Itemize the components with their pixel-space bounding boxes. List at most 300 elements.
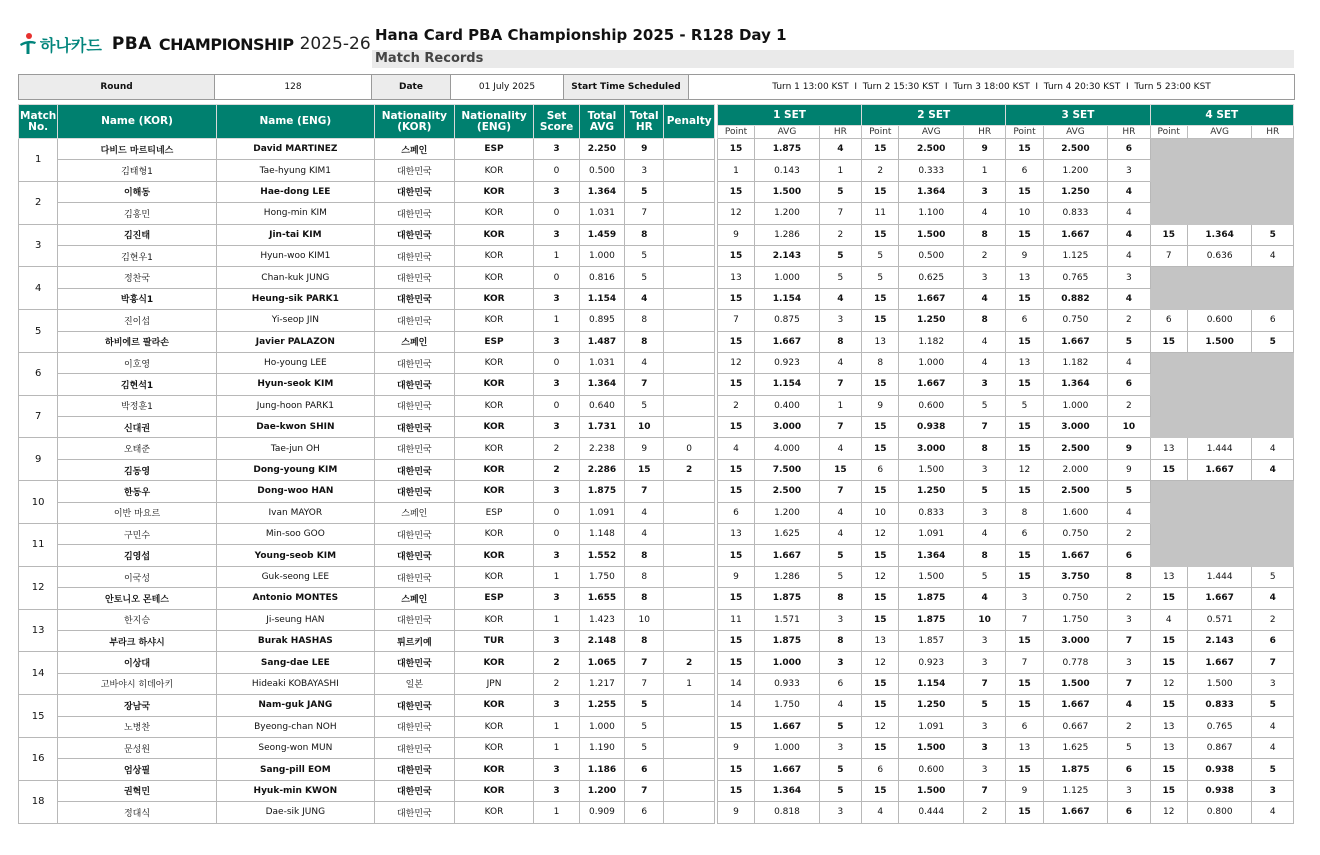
- set-2-point: 12: [862, 716, 899, 737]
- player-name-eng: Hong-min KIM: [216, 203, 374, 224]
- set-4-point: 12: [1150, 673, 1187, 694]
- player-penalty: [664, 203, 714, 224]
- set-2-point: 6: [862, 459, 899, 480]
- player-total-avg: 1.148: [579, 524, 624, 545]
- set-3-point: 15: [1006, 331, 1043, 352]
- set-1-hr: 4: [819, 524, 861, 545]
- player-nationality-kor: 대한민국: [375, 524, 455, 545]
- set-2-avg: 0.600: [899, 759, 964, 780]
- set-3-hr: 5: [1108, 737, 1150, 758]
- player-total-avg: 1.459: [579, 224, 624, 245]
- set-1-avg: 2.143: [755, 245, 820, 266]
- player-set-score: 1: [534, 716, 579, 737]
- set-4-avg: 1.444: [1187, 566, 1252, 587]
- table-row: [19, 331, 1294, 352]
- table-row: [19, 352, 1294, 373]
- set-4-avg: 0.833: [1187, 695, 1252, 716]
- set-2-hr: 5: [963, 481, 1005, 502]
- player-nationality-kor: 대한민국: [375, 695, 455, 716]
- set-3-hr: 4: [1108, 288, 1150, 309]
- player-penalty: [664, 160, 714, 181]
- set-1-hr: 1: [819, 160, 861, 181]
- set-3-avg: 1.125: [1043, 780, 1108, 801]
- set-3-point: 13: [1006, 352, 1043, 373]
- set-1-hr: 15: [819, 459, 861, 480]
- set-2-point: 15: [862, 481, 899, 502]
- match-number: 3: [19, 224, 58, 267]
- set-3-hr: 8: [1108, 566, 1150, 587]
- set-3-hr: 4: [1108, 502, 1150, 523]
- col-total-avg: Total AVG: [579, 105, 624, 139]
- player-total-hr: 8: [625, 566, 664, 587]
- set-1-point: 15: [717, 716, 754, 737]
- set-1-avg: 1.750: [755, 695, 820, 716]
- set-1-hr: 3: [819, 310, 861, 331]
- set-4-point: 7: [1150, 245, 1187, 266]
- set-3-avg: 1.667: [1043, 802, 1108, 823]
- set-1-hr: 8: [819, 331, 861, 352]
- set-4-point: 13: [1150, 737, 1187, 758]
- player-name-kor: 안토니오 몬테스: [58, 588, 216, 609]
- player-name-kor: 정찬국: [58, 267, 216, 288]
- page-title: Hana Card PBA Championship 2025 - R128 Day 1: [375, 26, 787, 44]
- set-2-avg: 1.500: [899, 566, 964, 587]
- player-nationality-eng: ESP: [454, 139, 534, 160]
- set-3-hr: 6: [1108, 802, 1150, 823]
- player-set-score: 1: [534, 245, 579, 266]
- player-set-score: 0: [534, 352, 579, 373]
- set-4-avg: 1.500: [1187, 673, 1252, 694]
- player-set-score: 1: [534, 609, 579, 630]
- set-3-hr: 7: [1108, 673, 1150, 694]
- player-name-eng: Jin-tai KIM: [216, 224, 374, 245]
- set-3-point: 15: [1006, 417, 1043, 438]
- set-1-hr: 4: [819, 288, 861, 309]
- set-2-avg: 1.364: [899, 545, 964, 566]
- set-1-hr: 4: [819, 139, 861, 160]
- player-nationality-eng: KOR: [454, 417, 534, 438]
- set-1-point: 15: [717, 759, 754, 780]
- set-2-avg: 1.500: [899, 737, 964, 758]
- set-2-avg: 1.667: [899, 374, 964, 395]
- player-nationality-kor: 대한민국: [375, 288, 455, 309]
- player-penalty: 0: [664, 438, 714, 459]
- set-3-hr: 3: [1108, 609, 1150, 630]
- player-nationality-eng: KOR: [454, 395, 534, 416]
- set-1-hr: 2: [819, 224, 861, 245]
- table-row: [19, 181, 1294, 202]
- set-1-hr: 7: [819, 374, 861, 395]
- player-name-kor: 진이섭: [58, 310, 216, 331]
- player-name-kor: 고바야시 히데아키: [58, 673, 216, 694]
- player-penalty: [664, 288, 714, 309]
- set-1-avg: 1.625: [755, 524, 820, 545]
- player-name-kor: 김진태: [58, 224, 216, 245]
- table-row: [19, 737, 1294, 758]
- player-total-avg: 1.065: [579, 652, 624, 673]
- set-3-hr: 9: [1108, 459, 1150, 480]
- set-1-point: 2: [717, 395, 754, 416]
- set-4-point: 13: [1150, 438, 1187, 459]
- set-4-hr: 5: [1252, 759, 1294, 780]
- set-2-avg: 0.333: [899, 160, 964, 181]
- player-total-hr: 5: [625, 716, 664, 737]
- player-total-avg: 1.655: [579, 588, 624, 609]
- set-3-avg: 0.778: [1043, 652, 1108, 673]
- player-name-kor: 이반 마요르: [58, 502, 216, 523]
- player-name-kor: 김현석1: [58, 374, 216, 395]
- player-name-kor: 김태형1: [58, 160, 216, 181]
- player-total-hr: 5: [625, 695, 664, 716]
- player-set-score: 0: [534, 395, 579, 416]
- set-1-avg: 0.923: [755, 352, 820, 373]
- set-3-point: 5: [1006, 395, 1043, 416]
- set-2-point: 10: [862, 502, 899, 523]
- set-2-hr: 7: [963, 780, 1005, 801]
- set-2-point: 15: [862, 609, 899, 630]
- player-name-eng: Dong-young KIM: [216, 459, 374, 480]
- set-2-hr: 2: [963, 245, 1005, 266]
- player-penalty: [664, 310, 714, 331]
- player-nationality-kor: 대한민국: [375, 417, 455, 438]
- player-nationality-eng: KOR: [454, 181, 534, 202]
- set-4-point: 15: [1150, 459, 1187, 480]
- set-2-point: 9: [862, 395, 899, 416]
- set-1-hr: 5: [819, 780, 861, 801]
- player-name-eng: Hyun-woo KIM1: [216, 245, 374, 266]
- player-nationality-kor: 대한민국: [375, 716, 455, 737]
- set-2-avg: 1.500: [899, 224, 964, 245]
- set-2-hr: 1: [963, 160, 1005, 181]
- player-name-eng: Tae-jun OH: [216, 438, 374, 459]
- start-time-label: Start Time Scheduled: [564, 75, 689, 100]
- player-nationality-eng: KOR: [454, 695, 534, 716]
- player-name-kor: 이국성: [58, 566, 216, 587]
- set-1-point: 15: [717, 588, 754, 609]
- set-4-not-played: [1150, 139, 1293, 182]
- player-name-kor: 신대권: [58, 417, 216, 438]
- player-nationality-kor: 대한민국: [375, 203, 455, 224]
- set-2-point: 6: [862, 759, 899, 780]
- set-3-hr: 4: [1108, 695, 1150, 716]
- player-total-hr: 5: [625, 267, 664, 288]
- set-2-avg: 0.923: [899, 652, 964, 673]
- player-total-hr: 5: [625, 737, 664, 758]
- set-1-hr: 5: [819, 566, 861, 587]
- col-total-hr: Total HR: [625, 105, 664, 139]
- match-number: 1: [19, 139, 58, 182]
- set-2-hr: 8: [963, 545, 1005, 566]
- set-3-point: 15: [1006, 438, 1043, 459]
- start-time-value: Turn 1 13:00 KST I Turn 2 15:30 KST I Turn 3 18:00 KST I Turn 4 20:30 KST I Turn 5 23:00 KST: [689, 75, 1295, 100]
- set-2-point: 15: [862, 545, 899, 566]
- col-set-2: 2 SET: [862, 105, 1006, 126]
- player-name-eng: Hyun-seok KIM: [216, 374, 374, 395]
- set-4-avg: 0.800: [1187, 802, 1252, 823]
- player-total-hr: 8: [625, 588, 664, 609]
- player-total-hr: 4: [625, 288, 664, 309]
- set-1-point: 15: [717, 630, 754, 651]
- set-2-hr: 3: [963, 716, 1005, 737]
- player-name-kor: 한지승: [58, 609, 216, 630]
- set-1-hr: 7: [819, 481, 861, 502]
- set-2-hr: 3: [963, 267, 1005, 288]
- player-nationality-eng: KOR: [454, 759, 534, 780]
- set-4-avg: 1.667: [1187, 652, 1252, 673]
- set-1-hr: 7: [819, 417, 861, 438]
- col-name-eng: Name (ENG): [216, 105, 374, 139]
- player-total-hr: 4: [625, 352, 664, 373]
- set-3-hr: 7: [1108, 630, 1150, 651]
- set-1-avg: 1.667: [755, 759, 820, 780]
- set-4-avg: 1.667: [1187, 459, 1252, 480]
- player-nationality-kor: 대한민국: [375, 374, 455, 395]
- round-label: Round: [19, 75, 215, 100]
- set-2-hr: 3: [963, 759, 1005, 780]
- set-4-point: 15: [1150, 331, 1187, 352]
- player-total-avg: 1.217: [579, 673, 624, 694]
- set-1-avg: 1.364: [755, 780, 820, 801]
- set-3-avg: 0.667: [1043, 716, 1108, 737]
- set-3-point: 15: [1006, 181, 1043, 202]
- set-3-hr: 2: [1108, 524, 1150, 545]
- player-total-hr: 7: [625, 481, 664, 502]
- player-nationality-eng: KOR: [454, 160, 534, 181]
- set-2-hr: 3: [963, 374, 1005, 395]
- player-name-eng: Nam-guk JANG: [216, 695, 374, 716]
- set-3-avg: 0.882: [1043, 288, 1108, 309]
- set-4-avg: 0.938: [1187, 759, 1252, 780]
- set-1-hr: 3: [819, 737, 861, 758]
- col-set-3: 3 SET: [1006, 105, 1150, 126]
- player-nationality-eng: KOR: [454, 352, 534, 373]
- set-1-point: 15: [717, 652, 754, 673]
- table-row: [19, 588, 1294, 609]
- set-4-hr: 4: [1252, 245, 1294, 266]
- player-penalty: [664, 224, 714, 245]
- player-nationality-kor: 스페인: [375, 588, 455, 609]
- set-4-not-played: [1150, 181, 1293, 224]
- player-set-score: 0: [534, 203, 579, 224]
- set-1-hr: 3: [819, 802, 861, 823]
- player-total-hr: 9: [625, 139, 664, 160]
- set-4-hr: 5: [1252, 224, 1294, 245]
- set-3-point: 15: [1006, 374, 1043, 395]
- set-1-point: 4: [717, 438, 754, 459]
- set-3-hr: 2: [1108, 310, 1150, 331]
- set-4-hr: 6: [1252, 630, 1294, 651]
- player-total-avg: 1.154: [579, 288, 624, 309]
- set-1-point: 7: [717, 310, 754, 331]
- set-1-point: 15: [717, 181, 754, 202]
- set-2-avg: 1.250: [899, 695, 964, 716]
- player-penalty: [664, 716, 714, 737]
- set-1-avg: 1.571: [755, 609, 820, 630]
- set-4-point: 15: [1150, 652, 1187, 673]
- set-2-hr: 10: [963, 609, 1005, 630]
- logo-pba: PBA: [111, 34, 152, 54]
- set-1-point: 15: [717, 417, 754, 438]
- set-4-avg: 0.938: [1187, 780, 1252, 801]
- player-total-avg: 0.500: [579, 160, 624, 181]
- set-3-hr: 4: [1108, 181, 1150, 202]
- set-2-hr: 3: [963, 737, 1005, 758]
- set-2-point: 15: [862, 780, 899, 801]
- player-nationality-eng: ESP: [454, 331, 534, 352]
- match-number: 6: [19, 352, 58, 395]
- player-set-score: 1: [534, 310, 579, 331]
- table-row: [19, 310, 1294, 331]
- player-name-eng: Byeong-chan NOH: [216, 716, 374, 737]
- set-2-hr: 8: [963, 438, 1005, 459]
- set-1-point: 6: [717, 502, 754, 523]
- set-3-point: 15: [1006, 481, 1043, 502]
- player-nationality-kor: 대한민국: [375, 160, 455, 181]
- player-total-avg: 2.148: [579, 630, 624, 651]
- set-2-hr: 7: [963, 417, 1005, 438]
- logo-season: 2025-26: [299, 34, 371, 54]
- player-total-avg: 1.750: [579, 566, 624, 587]
- set-2-avg: 1.154: [899, 673, 964, 694]
- match-number: 11: [19, 524, 58, 567]
- col-hr: HR: [1252, 126, 1294, 139]
- set-3-avg: 0.765: [1043, 267, 1108, 288]
- player-total-avg: 0.816: [579, 267, 624, 288]
- player-total-hr: 7: [625, 652, 664, 673]
- player-penalty: [664, 481, 714, 502]
- set-4-hr: 4: [1252, 737, 1294, 758]
- col-hr: HR: [819, 126, 861, 139]
- set-4-hr: 7: [1252, 652, 1294, 673]
- player-total-hr: 7: [625, 374, 664, 395]
- set-2-point: 15: [862, 139, 899, 160]
- table-row: [19, 652, 1294, 673]
- set-2-point: 8: [862, 352, 899, 373]
- player-nationality-eng: KOR: [454, 459, 534, 480]
- set-2-avg: 1.000: [899, 352, 964, 373]
- set-2-avg: 1.875: [899, 588, 964, 609]
- player-total-avg: 1.255: [579, 695, 624, 716]
- player-nationality-kor: 대한민국: [375, 780, 455, 801]
- set-3-point: 7: [1006, 609, 1043, 630]
- set-2-hr: 4: [963, 288, 1005, 309]
- set-3-point: 13: [1006, 737, 1043, 758]
- player-nationality-eng: KOR: [454, 203, 534, 224]
- player-name-kor: 문성원: [58, 737, 216, 758]
- player-total-hr: 5: [625, 395, 664, 416]
- set-2-point: 15: [862, 310, 899, 331]
- table-row: [19, 802, 1294, 823]
- set-3-hr: 5: [1108, 481, 1150, 502]
- player-total-hr: 8: [625, 630, 664, 651]
- set-2-hr: 8: [963, 310, 1005, 331]
- player-set-score: 0: [534, 524, 579, 545]
- set-2-avg: 0.500: [899, 245, 964, 266]
- set-1-avg: 1.000: [755, 267, 820, 288]
- set-3-point: 10: [1006, 203, 1043, 224]
- set-1-hr: 7: [819, 203, 861, 224]
- set-1-hr: 6: [819, 673, 861, 694]
- set-3-avg: 3.000: [1043, 630, 1108, 651]
- player-penalty: [664, 502, 714, 523]
- player-nationality-kor: 대한민국: [375, 181, 455, 202]
- player-nationality-eng: KOR: [454, 224, 534, 245]
- player-nationality-kor: 대한민국: [375, 267, 455, 288]
- player-name-eng: David MARTINEZ: [216, 139, 374, 160]
- table-row: [19, 524, 1294, 545]
- set-2-point: 4: [862, 802, 899, 823]
- set-1-point: 9: [717, 224, 754, 245]
- set-4-avg: 0.600: [1187, 310, 1252, 331]
- set-4-avg: 1.667: [1187, 588, 1252, 609]
- set-3-avg: 1.200: [1043, 160, 1108, 181]
- set-2-avg: 1.091: [899, 716, 964, 737]
- table-row: [19, 545, 1294, 566]
- player-set-score: 0: [534, 267, 579, 288]
- player-nationality-kor: 대한민국: [375, 609, 455, 630]
- round-value: 128: [215, 75, 372, 100]
- player-nationality-eng: KOR: [454, 524, 534, 545]
- set-3-point: 15: [1006, 802, 1043, 823]
- set-3-avg: 1.364: [1043, 374, 1108, 395]
- player-nationality-eng: KOR: [454, 310, 534, 331]
- set-3-hr: 6: [1108, 139, 1150, 160]
- player-nationality-eng: KOR: [454, 780, 534, 801]
- set-3-hr: 5: [1108, 331, 1150, 352]
- col-avg: AVG: [899, 126, 964, 139]
- player-name-eng: Dae-kwon SHIN: [216, 417, 374, 438]
- player-name-kor: 정대식: [58, 802, 216, 823]
- set-3-avg: 1.667: [1043, 331, 1108, 352]
- player-nationality-kor: 스페인: [375, 139, 455, 160]
- col-point: Point: [717, 126, 754, 139]
- set-4-point: 13: [1150, 716, 1187, 737]
- set-2-point: 2: [862, 160, 899, 181]
- set-3-avg: 3.000: [1043, 417, 1108, 438]
- player-nationality-kor: 대한민국: [375, 395, 455, 416]
- col-avg: AVG: [1187, 126, 1252, 139]
- set-3-point: 15: [1006, 759, 1043, 780]
- set-1-avg: 7.500: [755, 459, 820, 480]
- set-3-avg: 2.500: [1043, 139, 1108, 160]
- player-penalty: [664, 395, 714, 416]
- player-total-avg: 1.000: [579, 716, 624, 737]
- player-name-kor: 권혁민: [58, 780, 216, 801]
- set-4-point: 15: [1150, 780, 1187, 801]
- set-3-hr: 10: [1108, 417, 1150, 438]
- player-name-eng: Seong-won MUN: [216, 737, 374, 758]
- set-3-hr: 9: [1108, 438, 1150, 459]
- set-3-point: 8: [1006, 502, 1043, 523]
- player-name-eng: Heung-sik PARK1: [216, 288, 374, 309]
- set-2-avg: 1.182: [899, 331, 964, 352]
- table-row: [19, 502, 1294, 523]
- col-point: Point: [862, 126, 899, 139]
- set-1-avg: 2.500: [755, 481, 820, 502]
- set-3-avg: 0.833: [1043, 203, 1108, 224]
- set-1-hr: 8: [819, 588, 861, 609]
- player-set-score: 3: [534, 139, 579, 160]
- player-name-kor: 김동영: [58, 459, 216, 480]
- player-total-hr: 6: [625, 802, 664, 823]
- set-3-point: 3: [1006, 588, 1043, 609]
- set-3-avg: 1.125: [1043, 245, 1108, 266]
- player-nationality-eng: ESP: [454, 502, 534, 523]
- set-2-avg: 0.938: [899, 417, 964, 438]
- set-3-point: 6: [1006, 160, 1043, 181]
- set-3-hr: 2: [1108, 588, 1150, 609]
- set-3-point: 15: [1006, 695, 1043, 716]
